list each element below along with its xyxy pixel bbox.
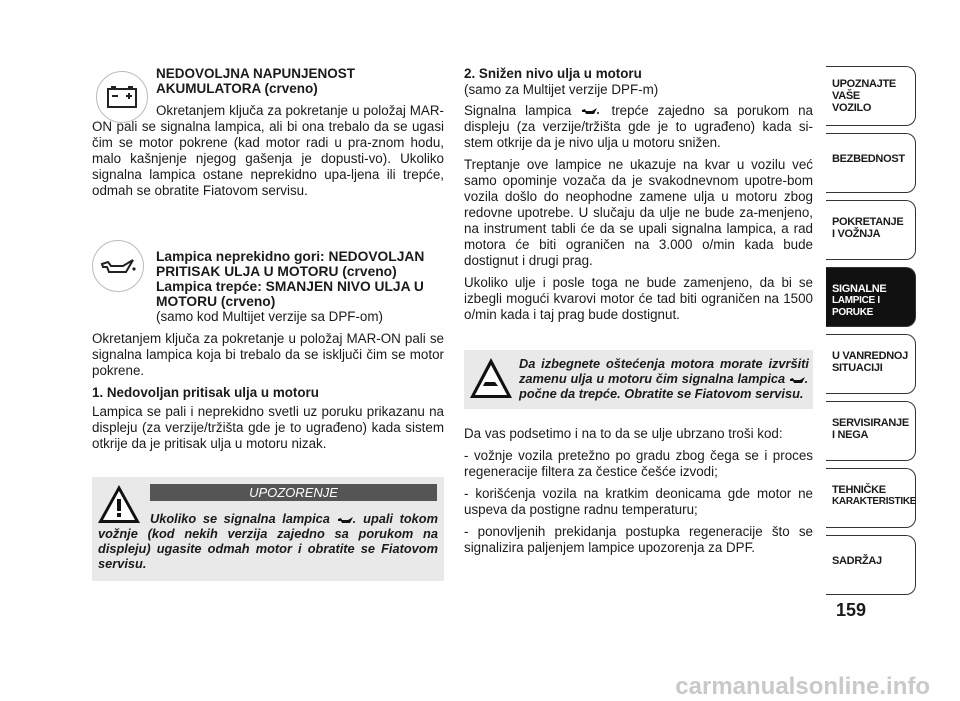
- section2-text3: Ukoliko ulje i posle toga ne bude zamenjeno, da bi se izbegli mogući kvarovi motor će tad biti ograničen na 1500 o/min kada i taj prag bude dostignut.: [464, 275, 813, 322]
- battery-title: NEDOVOLJNA NAPUNJENOST AKUMULATORA (crveno): [156, 66, 356, 96]
- tab-label: SIGNALNE: [832, 283, 887, 295]
- oil-can-icon-inline: [580, 106, 602, 116]
- note-text-a: Da izbegnete oštećenja motora morate izvršiti zamenu ulja u motoru čim signalna lampica: [519, 356, 809, 386]
- tab-sadrzaj[interactable]: [826, 535, 916, 595]
- warning-text-a: Ukoliko se signalna lampica: [150, 511, 330, 526]
- section2-title: 2. Snižen nivo ulja u motoru: [464, 66, 642, 81]
- tab-servisiranje[interactable]: [826, 401, 916, 461]
- tab-label: I VOŽNJA: [832, 228, 881, 240]
- left-column: [92, 66, 444, 458]
- section2-text-b: trepće zajedno sa porukom na displeju (za verzije/tržišta gde je to ugrađeno) kada si-stem otkrije da je nivo ulja u motoru snižen.: [464, 103, 813, 150]
- warning-text: [98, 511, 438, 571]
- engine-warning-icon: [468, 356, 514, 402]
- bullet-1: - vožnje vozila pretežno po gradu zbog čega se i proces regeneracije filtera za čestice češće izvodi;: [464, 448, 813, 479]
- section1-title: 1. Nedovoljan pritisak ulja u motoru: [92, 385, 319, 400]
- bullet-3: - ponovljenih prekidanja postupka regeneracije što se signalizira paljenjem lampice upozorenja za DPF.: [464, 524, 813, 555]
- oil-can-icon-inline: [337, 515, 357, 525]
- section1-text: Lampica se pali i neprekidno svetli uz poruku prikazanu na displeju (za verzije/tržišta gde je to ugrađeno) kada sistem otkrije da je pritisak ulja u motoru nizak.: [92, 404, 444, 451]
- note-text: [519, 356, 809, 401]
- section2-text2: Treptanje ove lampice ne ukazuje na kvar u vozilu već samo opominje vozača da je svakodnevnom upotre-bom vozila došlo do neophodne zamene ulja u motoru zbog redovne upotrebe. U slučaju da ulje ne bude za-menjeno, na instrument tabli će da se upali signalna lampica, a rad motora će biti ograničen na 3.000 o/min kada bude dostignut i drugi prag.: [464, 157, 813, 268]
- tab-upoznajte[interactable]: [826, 66, 916, 126]
- warning-box: [92, 477, 444, 581]
- tab-tehnicke[interactable]: [826, 468, 916, 528]
- oil-can-icon-inline: [789, 375, 809, 385]
- tab-vanrednoj[interactable]: [826, 334, 916, 394]
- watermark: carmanualsonline.info: [675, 673, 930, 700]
- tab-label: VAŠE: [832, 90, 860, 102]
- oil-subtitle: (samo kod Multijet verzije sa DPF-om): [156, 309, 383, 324]
- tab-label: TEHNIČKE: [832, 484, 886, 496]
- battery-text: Okretanjem ključa za pokretanje u položaj MAR-ON pali se signalna lampica, ali bi ona trebalo da se ugasi čim se motor pokrene (kad motor radi u pra-znom hodu, malo kašnjenje njegog gašenja je dopusti-vo). Ukoliko signalna lampica ostane neprekidno upa-ljena ili trepće, odmah se obratite Fiatovom servisu.: [92, 103, 444, 198]
- oil-pressure-title: Lampica neprekidno gori: NEDOVOLJAN PRITISAK ULJA U MOTORU (crveno): [156, 249, 425, 279]
- tab-label: UPOZNAJTE: [832, 78, 896, 90]
- section2-text: [464, 103, 813, 151]
- oil-level-title: Lampica trepće: SMANJEN NIVO ULJA U MOTORU (crveno): [156, 279, 424, 309]
- section2-text-a: Signalna lampica: [464, 103, 572, 118]
- warning-label: UPOZORENJE: [150, 484, 437, 501]
- oil-text: Okretanjem ključa za pokretanje u položaj MAR-ON pali se signalna lampica koja bi trebalo da se isključi čim se motor pokrene.: [92, 331, 444, 378]
- tab-label: I NEGA: [832, 429, 869, 441]
- tab-label: SERVISIRANJE: [832, 417, 909, 429]
- bullet-2: - korišćenja vozila na kratkim deonicama gde motor ne uspeva da postigne radnu temperaturu;: [464, 486, 813, 517]
- tab-label: BEZBEDNOST: [832, 153, 905, 165]
- note-box: [464, 350, 813, 409]
- page-number: 159: [835, 600, 867, 620]
- tab-label: VOZILO: [832, 102, 872, 114]
- tab-label: SITUACIJI: [832, 362, 883, 374]
- tab-label: SADRŽAJ: [832, 555, 882, 567]
- section2-subtitle: (samo za Multijet verzije DPF-m): [464, 82, 659, 97]
- tab-label: POKRETANJE: [832, 216, 904, 228]
- tab-pokretanje[interactable]: [826, 200, 916, 260]
- reminder-text: Da vas podsetimo i na to da se ulje ubrzano troši kod:: [464, 426, 783, 441]
- note-text-b: počne da trepće. Obratite se Fiatovom servisu.: [519, 386, 804, 401]
- tab-label: LAMPICE I PORUKE: [832, 295, 880, 318]
- tab-label: KARAKTERISTIKE: [832, 496, 917, 507]
- tab-signalne[interactable]: [826, 267, 916, 327]
- warning-text-b: upali tokom vožnje (kod nekih verzija zajedno sa porukom na displeju) ugasite odmah motor i obratite se Fiatovom servisu.: [98, 511, 438, 571]
- reminder-section: [464, 426, 813, 562]
- tab-bezbednost[interactable]: [826, 133, 916, 193]
- tab-label: U VANREDNOJ: [832, 350, 908, 362]
- right-column: [464, 66, 813, 329]
